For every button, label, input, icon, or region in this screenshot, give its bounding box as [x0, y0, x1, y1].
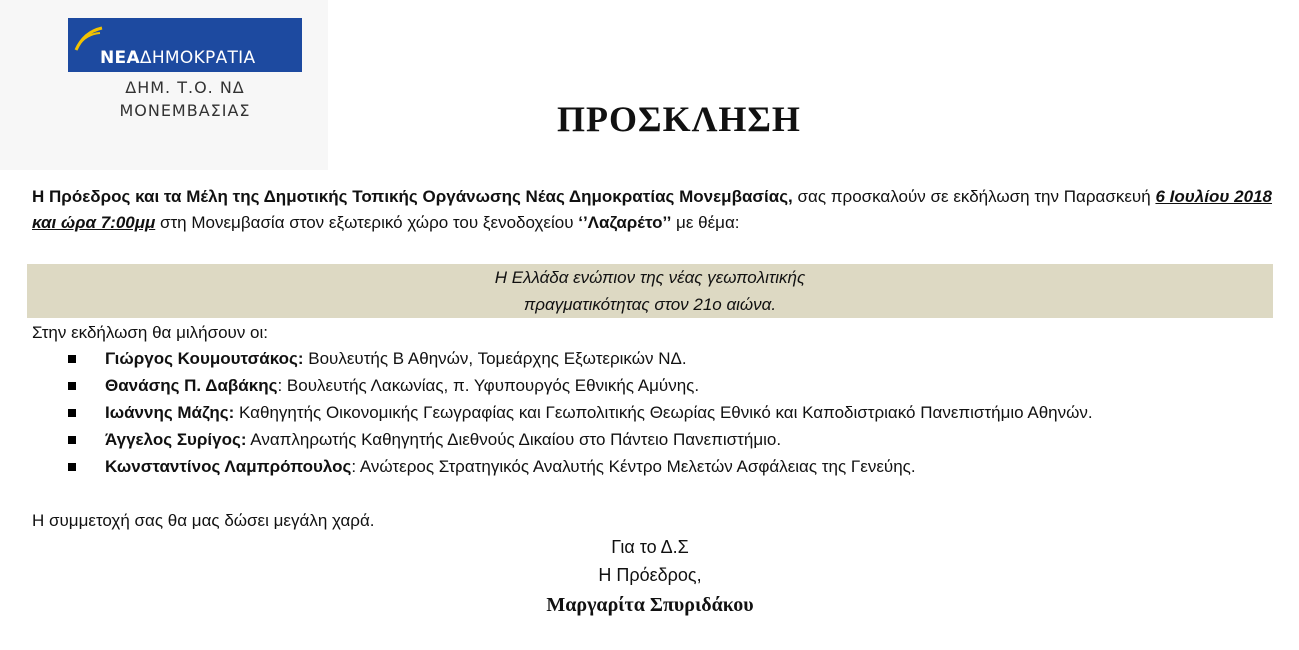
wordmark-bold: ΝΕΑ — [100, 48, 140, 68]
speaker-name: Κωνσταντίνος Λαμπρόπουλος — [105, 457, 352, 476]
wordmark-rest: ΔΗΜΟΚΡΑΤΙΑ — [139, 48, 256, 68]
speakers-heading: Στην εκδήλωση θα μιλήσουν οι: — [32, 323, 269, 342]
list-item — [68, 372, 1272, 399]
intro-text-2: στη Μονεμβασία στον εξωτερικό χώρο του ξενοδοχείου — [155, 213, 579, 232]
intro-text-3: με θέμα: — [671, 213, 740, 232]
invitation-paragraph — [32, 184, 1272, 236]
square-bullet-icon — [68, 409, 76, 417]
closing-line: Η συμμετοχή σας θα μας δώσει μεγάλη χαρά. — [32, 511, 375, 530]
topic-line-1: Η Ελλάδα ενώπιον της νέας γεωπολιτικής — [494, 268, 806, 287]
speaker-name: Άγγελος Συρίγος: — [105, 430, 247, 449]
event-date: 6 Ιουλίου 2018 και ώρα 7:00μμ — [32, 187, 1272, 232]
speaker-desc: Καθηγητής Οικονομικής Γεωγραφίας και Γεωπολιτικής Θεωρίας Εθνικό και Καποδιστριακό Πανεπιστήμιο Αθηνών. — [234, 403, 1093, 422]
speaker-desc: Βουλευτής Β Αθηνών, Τομεάρχης Εξωτερικών ΝΔ. — [303, 349, 687, 368]
list-item — [68, 453, 1272, 480]
party-logo — [68, 18, 302, 72]
speaker-name: Ιωάννης Μάζης: — [105, 403, 235, 422]
speaker-name: Θανάσης Π. Δαβάκης — [105, 376, 278, 395]
topic-line-2: πραγματικότητας στον 21ο αιώνα. — [523, 295, 777, 314]
signature-line-1: Για το Δ.Σ — [611, 537, 689, 557]
speakers-list — [68, 345, 1272, 480]
document-title: ΠΡΟΣΚΛΗΣΗ — [557, 99, 801, 139]
list-item — [68, 426, 1272, 453]
square-bullet-icon — [68, 355, 76, 363]
speaker-name: Γιώργος Κουμουτσάκος: — [105, 349, 304, 368]
speaker-desc: Αναπληρωτής Καθηγητής Διεθνούς Δικαίου στο Πάντειο Πανεπιστήμιο. — [246, 430, 782, 449]
square-bullet-icon — [68, 382, 76, 390]
speaker-desc: : Βουλευτής Λακωνίας, π. Υφυπουργός Εθνικής Αμύνης. — [277, 376, 700, 395]
logo-subtitle-2: ΜΟΝΕΜΒΑΣΙΑΣ — [119, 101, 251, 120]
square-bullet-icon — [68, 436, 76, 444]
event-topic — [27, 264, 1273, 318]
signatory-name: Μαργαρίτα Σπυριδάκου — [546, 594, 754, 616]
list-item — [68, 399, 1272, 426]
party-logo-area — [0, 0, 328, 170]
list-item — [68, 345, 1272, 372]
speaker-desc: : Ανώτερος Στρατηγικός Αναλυτής Κέντρο Μελετών Ασφάλειας της Γενεύης. — [351, 457, 916, 476]
intro-text-1: σας προσκαλούν σε εκδήλωση την Παρασκευή — [792, 187, 1156, 206]
signature-line-2: Η Πρόεδρος, — [598, 565, 702, 585]
logo-subtitle-1: ΔΗΜ. Τ.Ο. ΝΔ — [125, 78, 245, 97]
venue-name: ‘’Λαζαρέτο’’ — [578, 213, 672, 232]
square-bullet-icon — [68, 463, 76, 471]
host-organization: Η Πρόεδρος και τα Μέλη της Δημοτικής Τοπικής Οργάνωσης Νέας Δημοκρατίας Μονεμβασίας, — [32, 187, 793, 206]
party-wordmark — [100, 48, 255, 68]
